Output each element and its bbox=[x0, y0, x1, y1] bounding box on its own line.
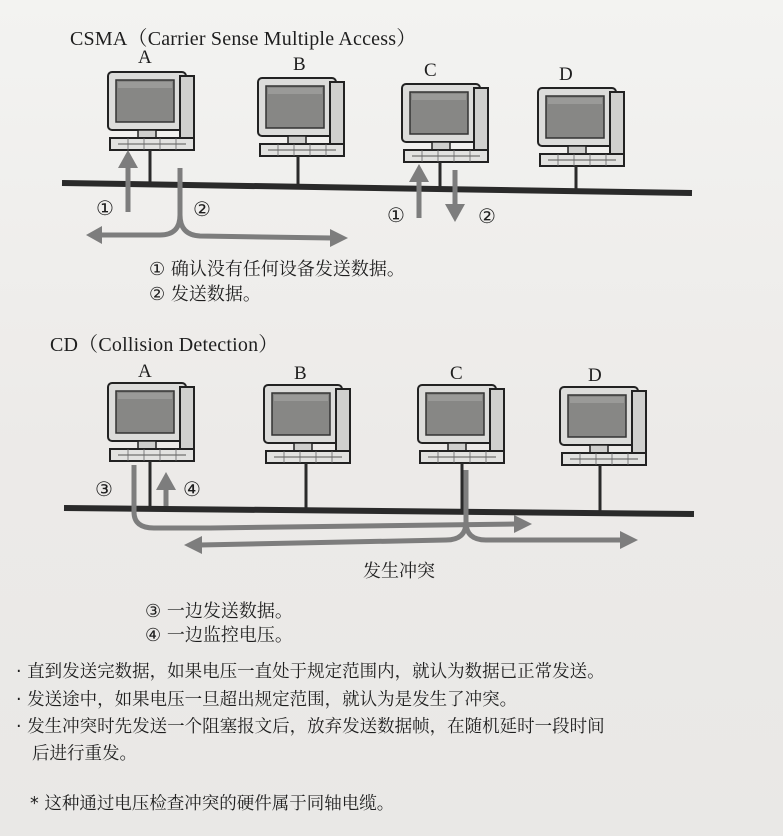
collision-label: 发生冲突 bbox=[363, 561, 435, 582]
footnote: * 这种通过电压检查冲突的硬件属于同轴电缆。 bbox=[30, 794, 395, 814]
csma-computer-d-label: D bbox=[559, 64, 573, 85]
cd-arrow-monitor-a bbox=[156, 472, 176, 506]
note-2: · 发送途中，如果电压一旦超出规定范围，就认为是发生了冲突。 bbox=[16, 690, 518, 710]
csma-computer-b-label: B bbox=[293, 54, 306, 75]
cd-computer-c-label: C bbox=[450, 363, 463, 384]
csma-marker-1-c: ① bbox=[387, 203, 405, 227]
note-3: · 发生冲突时先发送一个阻塞报文后，放弃发送数据帧，在随机延时一段时间 bbox=[16, 717, 605, 737]
csma-step-1: ① 确认没有任何设备发送数据。 bbox=[149, 259, 405, 280]
cd-title: CD（Collision Detection） bbox=[50, 334, 279, 356]
csma-cable bbox=[62, 183, 692, 193]
cd-computer-d-label: D bbox=[588, 365, 602, 386]
csma-computer-d bbox=[538, 88, 624, 166]
cd-computer-a bbox=[108, 383, 194, 461]
cd-computer-b-label: B bbox=[294, 363, 307, 384]
csma-computer-c-label: C bbox=[424, 60, 437, 81]
csma-computer-a-label: A bbox=[138, 47, 152, 68]
cd-step-4: ④ 一边监控电压。 bbox=[145, 625, 293, 646]
cd-computer-b bbox=[264, 385, 350, 463]
cd-computer-d bbox=[560, 387, 646, 465]
cd-step-3: ③ 一边发送数据。 bbox=[145, 601, 293, 622]
csma-marker-2-c: ② bbox=[478, 204, 496, 228]
cd-marker-4: ④ bbox=[183, 477, 201, 501]
csma-computer-c bbox=[402, 84, 488, 162]
csma-computer-a bbox=[108, 72, 194, 150]
note-3-cont: 后进行重发。 bbox=[32, 744, 137, 764]
note-1: · 直到发送完数据，如果电压一直处于规定范围内，就认为数据已正常发送。 bbox=[16, 662, 605, 682]
csma-arrow-down-c bbox=[445, 170, 465, 222]
cd-marker-3: ③ bbox=[95, 477, 113, 501]
csma-title: CSMA（Carrier Sense Multiple Access） bbox=[70, 28, 417, 50]
csma-marker-2-a: ② bbox=[193, 197, 211, 221]
csma-marker-1-a: ① bbox=[96, 196, 114, 220]
csma-step-2: ② 发送数据。 bbox=[149, 284, 261, 305]
csma-computer-b bbox=[258, 78, 344, 156]
cd-computer-a-label: A bbox=[138, 361, 152, 382]
cd-computer-c bbox=[418, 385, 504, 463]
csma-arrow-send-a bbox=[86, 168, 348, 247]
